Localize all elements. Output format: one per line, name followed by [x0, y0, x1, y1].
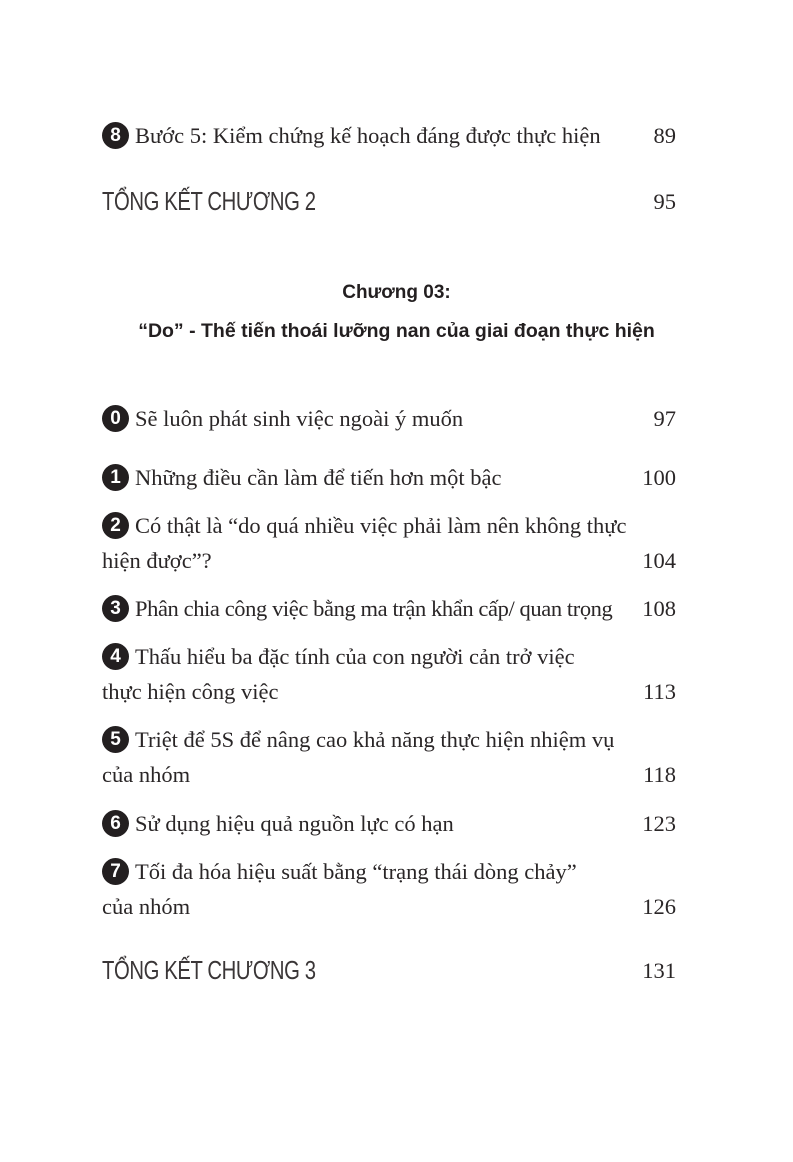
- toc-entry: [102, 854, 676, 924]
- entry-title: Phân chia công việc bằng ma trận khẩn cấp/ quan trọng: [135, 596, 613, 621]
- entry-title-continued: thực hiện công việc: [102, 679, 279, 704]
- entry-title: Bước 5: Kiểm chứng kế hoạch đáng được thực hiện: [135, 123, 601, 148]
- entry-title: Sẽ luôn phát sinh việc ngoài ý muốn: [135, 406, 464, 431]
- number-badge: 6: [102, 810, 129, 837]
- toc-entry: [102, 722, 676, 792]
- number-badge: 5: [102, 726, 129, 753]
- page-number: 131: [642, 957, 676, 983]
- toc-entry: [102, 591, 676, 626]
- toc-entry: [102, 460, 676, 495]
- chapter-number: Chương 03:: [342, 282, 451, 303]
- page-number: 100: [642, 465, 676, 490]
- page-number: 97: [653, 406, 676, 431]
- number-badge: 8: [102, 122, 129, 149]
- page-number: 113: [643, 679, 676, 704]
- entry-title-continued: của nhóm: [102, 762, 191, 787]
- toc-entry: [102, 806, 676, 841]
- summary-title: TỔNG KẾT CHƯƠNG 3: [102, 955, 316, 985]
- entry-title: Những điều cần làm để tiến hơn một bậc: [135, 465, 502, 490]
- number-badge: 4: [102, 643, 129, 670]
- summary-title: TỔNG KẾT CHƯƠNG 2: [102, 186, 316, 216]
- entry-title: Triệt để 5S để nâng cao khả năng thực hiện nhiệm vụ: [135, 727, 615, 752]
- entry-title: Có thật là “do quá nhiều việc phải làm nên không thực: [135, 513, 627, 538]
- toc-entry: [102, 118, 676, 153]
- number-badge: 3: [102, 595, 129, 622]
- entry-title-continued: của nhóm: [102, 894, 191, 919]
- chapter-summary: [102, 186, 676, 217]
- page-number: 123: [642, 811, 676, 836]
- page-number: 95: [653, 188, 676, 214]
- page-number: 118: [643, 762, 676, 787]
- toc-entry: [102, 639, 676, 709]
- chapter-summary: [102, 955, 676, 986]
- entry-title: Sử dụng hiệu quả nguồn lực có hạn: [135, 811, 454, 836]
- page-number: 104: [642, 548, 676, 573]
- number-badge: 1: [102, 464, 129, 491]
- entry-title: Thấu hiểu ba đặc tính của con người cản trở việc: [135, 644, 575, 669]
- number-badge: 0: [102, 405, 129, 432]
- toc-entry: [102, 508, 676, 578]
- entry-title: Tối đa hóa hiệu suất bằng “trạng thái dòng chảy”: [135, 859, 577, 884]
- entry-title-continued: hiện được”?: [102, 548, 212, 573]
- page-number: 108: [642, 596, 676, 621]
- number-badge: 7: [102, 858, 129, 885]
- chapter-title: “Do” - Thế tiến thoái lưỡng nan của giai đoạn thực hiện: [138, 320, 655, 342]
- page-number: 89: [653, 123, 676, 148]
- toc-entry: [102, 401, 676, 436]
- number-badge: 2: [102, 512, 129, 539]
- page-number: 126: [642, 894, 676, 919]
